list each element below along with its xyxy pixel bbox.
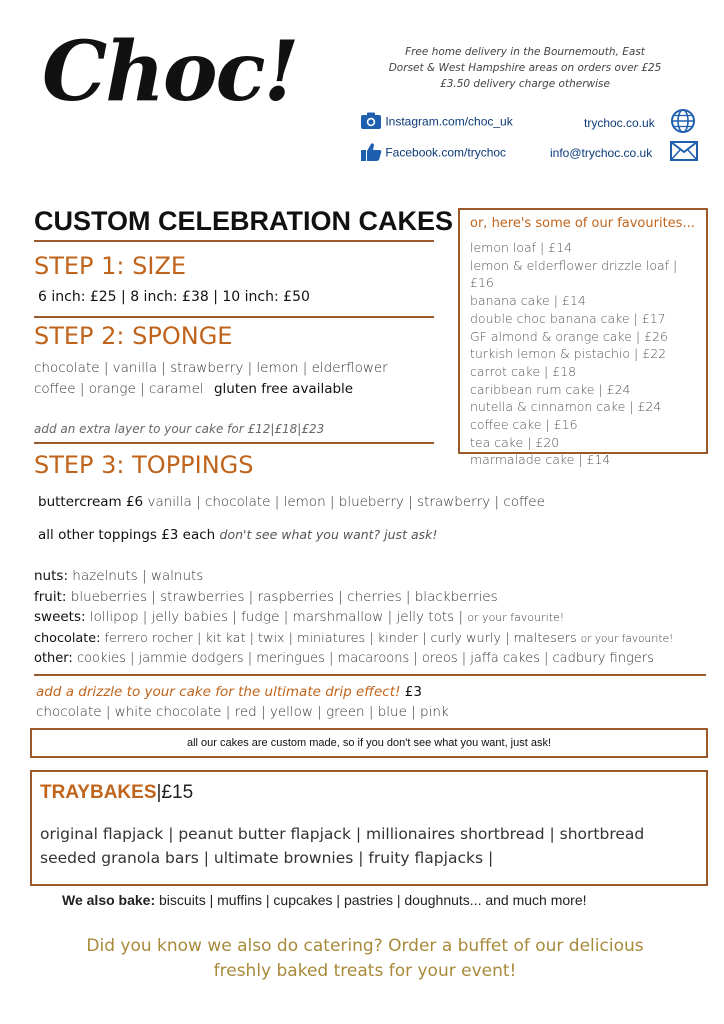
delivery-line-1: Free home delivery in the Bournemouth, East — [405, 46, 645, 58]
favourite-item: GF almond & orange cake | £26 — [470, 328, 668, 344]
favourite-item: banana cake | £14 — [470, 293, 586, 309]
page-title: CUSTOM CELEBRATION CAKES — [34, 206, 454, 236]
drizzle-price: £3 — [404, 684, 422, 700]
toppings-items-sweets: lollipop | jelly babies | fudge | marshmallow | jelly tots | — [89, 609, 464, 626]
brand-logo: Choc! — [42, 24, 298, 120]
traybakes-price: |£15 — [156, 782, 194, 803]
step1-heading: STEP 1: SIZE — [34, 252, 187, 280]
traybakes-line-1: original flapjack | peanut butter flapjack | millionaires shortbread | shortbread — [40, 825, 645, 843]
step2-sponges-list: coffee | orange | caramel — [34, 381, 204, 397]
toppings-row-fruit — [34, 587, 714, 608]
camera-icon — [360, 112, 382, 133]
other-toppings-note: don't see what you want? just ask! — [219, 527, 438, 542]
traybakes-heading: TRAYBAKES — [40, 782, 157, 803]
buttercream-list: vanilla | chocolate | lemon | blueberry | strawberry | coffee — [147, 494, 545, 510]
toppings-row-chocolate — [34, 629, 714, 650]
delivery-line-3: £3.50 delivery charge otherwise — [440, 78, 610, 90]
favourite-item: turkish lemon & pistachio | £22 — [470, 346, 667, 362]
toppings-items-chocolate: ferrero rocher | kit kat | twix | miniatures | kinder | curly wurly | maltesers — [104, 630, 577, 646]
title-divider — [34, 240, 434, 242]
step3-heading: STEP 3: TOPPINGS — [34, 451, 254, 479]
toppings-row-sweets — [34, 607, 714, 629]
catering-line-2: freshly baked treats for your event! — [213, 961, 517, 981]
facebook-link[interactable] — [360, 142, 506, 165]
traybakes-list — [40, 822, 644, 870]
drizzle-label: add a drizzle to your cake for the ultimate drip effect! — [36, 684, 401, 700]
also-bake-list: biscuits | muffins | cupcakes | pastries | doughnuts... and much more! — [159, 892, 587, 908]
favourite-item: carrot cake | £18 — [470, 363, 577, 379]
step2-heading: STEP 2: SPONGE — [34, 322, 233, 350]
facebook-text: Facebook.com/trychoc — [385, 145, 507, 160]
drizzle-row — [36, 684, 422, 700]
step2-sponges-line1: chocolate | vanilla | strawberry | lemon | elderflower — [34, 360, 388, 376]
step2-sponges-line2 — [34, 381, 353, 397]
instagram-link[interactable] — [360, 112, 513, 133]
favourites-heading: or, here's some of our favourites... — [470, 216, 695, 231]
toppings-items-other: cookies | jammie dodgers | meringues | macaroons | oreos | jaffa cakes | cadbury fingers — [76, 651, 654, 667]
toppings-row-nuts — [34, 566, 714, 587]
buttercream-label: buttercream £6 — [38, 494, 144, 510]
buttercream-row — [38, 494, 545, 510]
toppings-label-chocolate: chocolate: — [34, 630, 101, 646]
gluten-free-note: gluten free available — [213, 381, 354, 397]
favourite-item: marmalade cake | £14 — [470, 452, 611, 468]
website-link[interactable] — [584, 116, 655, 130]
step1-sizes: 6 inch: £25 | 8 inch: £38 | 10 inch: £50 — [38, 289, 310, 305]
toppings-label-other: other: — [34, 651, 73, 667]
drizzle-list: chocolate | white chocolate | red | yellow | green | blue | pink — [36, 704, 449, 720]
also-bake-label: We also bake: — [62, 892, 156, 908]
envelope-icon — [670, 141, 698, 165]
favourite-item: lemon loaf | £14 — [470, 240, 573, 255]
email-link[interactable] — [550, 146, 652, 160]
favourite-item: nutella & cinnamon cake | £24 — [470, 399, 662, 415]
other-toppings-label: all other toppings £3 each — [38, 527, 216, 543]
toppings-label-sweets: sweets: — [34, 609, 86, 626]
catering-note — [70, 934, 660, 984]
favourite-item: tea cake | £20 — [470, 434, 560, 450]
traybakes-heading-row — [40, 782, 193, 804]
toppings-extra-sweets: or your favourite! — [467, 611, 565, 625]
globe-icon — [670, 108, 696, 138]
favourites-list — [460, 237, 706, 471]
custom-made-note: all our cakes are custom made, so if you don't see what you want, just ask! — [30, 728, 708, 758]
toppings-list — [34, 566, 714, 670]
toppings-label-nuts: nuts: — [34, 568, 68, 584]
email-text: info@trychoc.co.uk — [550, 146, 653, 160]
toppings-divider — [34, 674, 706, 676]
favourite-item: double choc banana cake | £17 — [470, 310, 666, 326]
toppings-items-nuts: hazelnuts | walnuts — [72, 568, 204, 584]
step2-divider — [34, 442, 434, 444]
toppings-label-fruit: fruit: — [34, 588, 67, 605]
delivery-info — [380, 44, 670, 92]
thumbs-up-icon — [360, 142, 382, 165]
website-text: trychoc.co.uk — [584, 116, 655, 130]
instagram-text: Instagram.com/choc_uk — [385, 114, 513, 129]
toppings-row-other — [34, 649, 714, 670]
step1-divider — [34, 316, 434, 318]
favourites-box — [458, 208, 708, 468]
also-bake-row — [62, 892, 587, 908]
catering-line-1: Did you know we also do catering? Order a buffet of our delicious — [86, 936, 644, 956]
toppings-extra-chocolate: or your favourite! — [580, 632, 674, 645]
traybakes-line-2: seeded granola bars | ultimate brownies | fruity flapjacks | — [40, 849, 494, 867]
delivery-line-2: Dorset & West Hampshire areas on orders over £25 — [388, 62, 662, 74]
traybakes-box — [30, 770, 708, 886]
extra-layer-note: add an extra layer to your cake for £12|£18|£23 — [34, 422, 325, 436]
other-toppings-row — [38, 527, 437, 543]
toppings-items-fruit: blueberries | strawberries | raspberries | cherries | blackberries — [70, 588, 498, 605]
favourite-item: coffee cake | £16 — [470, 417, 578, 433]
favourite-item: lemon & elderflower drizzle loaf | £16 — [470, 257, 678, 291]
favourite-item: caribbean rum cake | £24 — [470, 381, 631, 397]
